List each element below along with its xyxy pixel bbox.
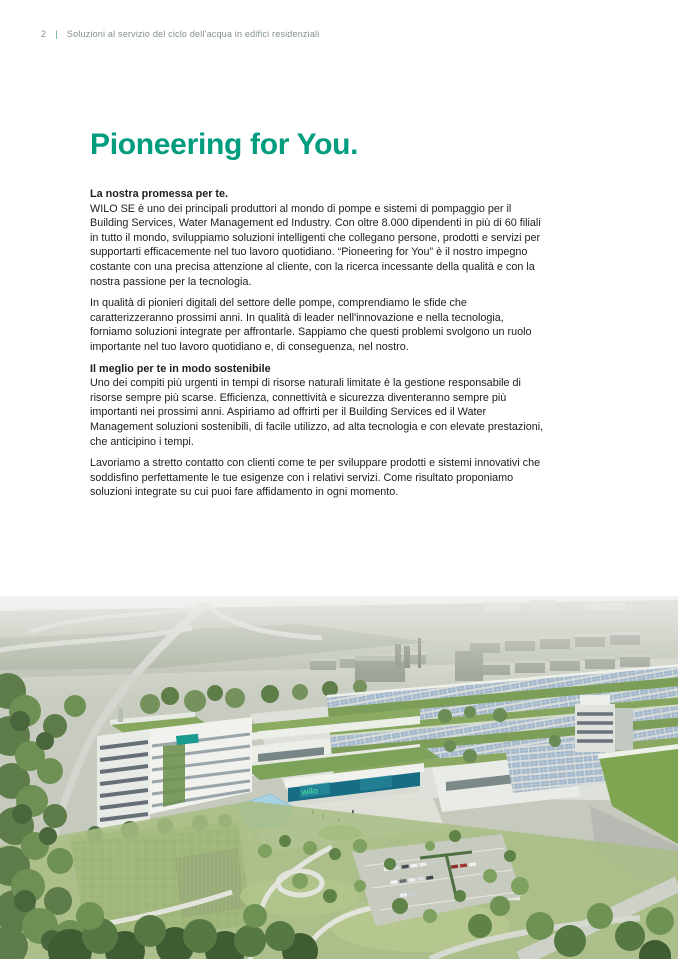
campus-aerial-illustration (0, 596, 678, 959)
header-title: Soluzioni al servizio del ciclo dell'acqua in edifici residenziali (66, 29, 320, 39)
page-header (41, 29, 319, 40)
section-heading-sustainable: Il meglio per te in modo sostenibile (90, 362, 271, 375)
campus-aerial-photo (0, 596, 678, 959)
page-title: Pioneering for You. (90, 128, 359, 161)
header-separator: | (55, 29, 58, 40)
section-heading-promise: La nostra promessa per te. (90, 188, 229, 200)
page-number: 2 (41, 29, 47, 39)
wilo-logo-text: wilo (301, 785, 319, 797)
main-content (90, 129, 547, 507)
body-paragraph: In qualità di pionieri digitali del settore delle pompe, comprendiamo le sfide che caratterizzeranno prossimi anni. In qualità di leader nell'innovazione e nella tecnologia, forniamo soluzioni integrate per affrontarle. Sappiamo che questi problemi svolgono un ruolo importante nel tuo lavoro quotidiano e, di conseguenza, nel nostro. (90, 297, 532, 353)
body-paragraph: Lavoriamo a stretto contatto con clienti come te per sviluppare prodotti e sistemi innovativi che soddisfino perfettamente le tue esigenze con i relativi servizi. Come risultato proponiamo soluzioni integrate su cui puoi fare affidamento in ogni momento. (90, 457, 541, 499)
body-paragraph: Uno dei compiti più urgenti in tempi di risorse naturali limitate è la gestione responsabile di risorse sempre più scarse. Efficienza, connettività e sicurezza diventeranno sempre più importanti nei prossimi anni. Aspiriamo ad offrirti per il Building Services ed il Water Management soluzioni sostenibili, di facile utilizzo, ad alta tecnologia e con elevate prestazioni, che anticipino i tempi. (90, 377, 544, 448)
haze-overlay (0, 596, 678, 676)
body-paragraph: WILO SE è uno dei principali produttori al mondo di pompe e sistemi di pompaggio per il Building Services, Water Management ed Industry. Con oltre 8.000 dipendenti in più di 60 filiali in tutto il mondo, sviluppiamo soluzioni intelligenti che collegano persone, prodotti e servizi per supportarti efficacemente nel tuo lavoro quotidiano. “Pioneering for You” è il nostro impegno costante con una precisa attenzione al cliente, con la ricerca incessante della qualità e con la nostra passione per la tecnologia. (90, 202, 541, 288)
